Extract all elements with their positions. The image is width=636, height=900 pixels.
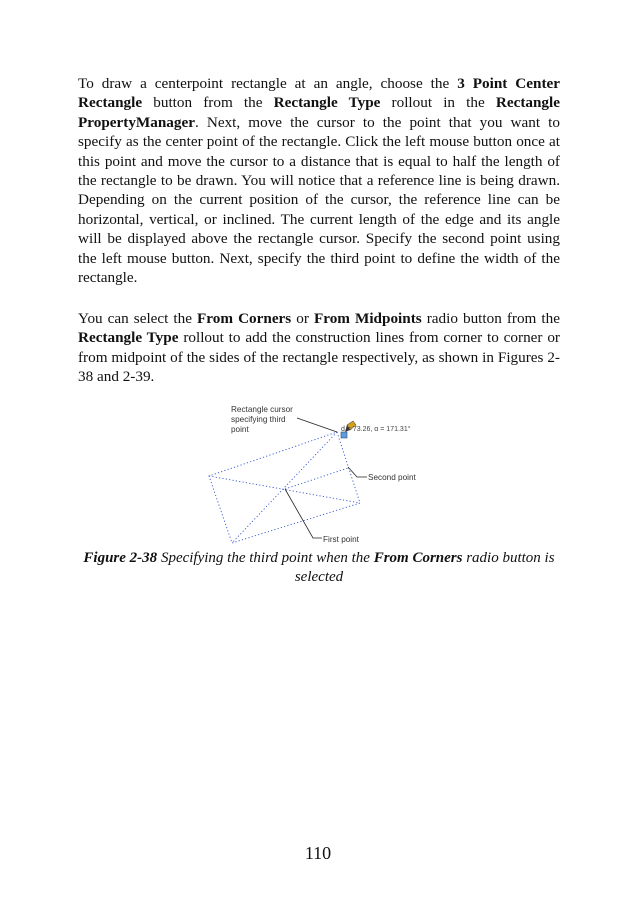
p2-bold-rectangle-type: Rectangle Type [78, 329, 179, 347]
leader-line-first [285, 489, 322, 538]
diagonal-line-1 [209, 476, 360, 503]
callout-cursor-line-3: point [231, 425, 249, 434]
p1-bold-rectangle-propertymanager: Rectangle PropertyManager [78, 94, 560, 131]
callout-first-point: First point [323, 535, 359, 544]
caption-text-2: radio button is selected [294, 550, 555, 585]
figure-caption [78, 549, 560, 587]
callout-cursor-line-2: specifying third [231, 415, 286, 424]
p1-bold-rectangle-type: Rectangle Type [273, 94, 381, 112]
leader-line-second [348, 467, 367, 477]
callout-cursor-line-1: Rectangle cursor [231, 405, 293, 414]
p1-text-2: button from the [142, 94, 274, 112]
paragraph-centerpoint-rectangle [78, 74, 560, 287]
p1-bold-3-point-center-rectangle: 3 Point Center Rectangle [78, 75, 560, 112]
caption-figure-number: Figure 2-38 [83, 550, 158, 566]
caption-bold-from-corners: From Corners [373, 550, 463, 566]
p1-text-3: rollout in the [380, 94, 496, 112]
figure-drawing [200, 395, 450, 550]
p2-bold-from-corners: From Corners [197, 310, 292, 327]
paragraph-construction-lines [78, 309, 560, 387]
p1-text-4: . Next, move the cursor to the point that you want to specify as the center point of the rectangle. Click the left mouse button once at this point and move the cursor to a distance that is equal to half the length of the rectangle to be drawn. You will notice that a reference line is being drawn. Depending on the current position of the cursor, the reference line can be horizontal, vertical, or inclined. The current length of the edge and its angle will be displayed above the rectangle cursor. Specify the second point using the left mouse button. Next, specify the third point to define the width of the rectangle. [78, 113, 560, 287]
callout-second-point: Second point [368, 473, 416, 482]
rectangle-outline [209, 432, 360, 543]
p2-text-2: or [291, 310, 314, 327]
p2-text-4: rollout to add the construction lines from corner to corner or from midpoint of the sides of the rectangle respectively, as shown in Figures 2-38 and 2-39. [78, 329, 560, 386]
leader-line-cursor [297, 418, 337, 432]
caption-text-1: Specifying the third point when the [157, 550, 374, 566]
figure-2-38 [200, 395, 450, 550]
p2-bold-from-midpoints: From Midpoints [313, 310, 422, 327]
dimension-readout: d = 73.26, α = 171.31° [341, 426, 411, 433]
reference-line [285, 468, 348, 489]
page-number: 110 [304, 843, 332, 863]
p2-text-1: You can select the [78, 310, 198, 327]
p2-text-3: radio button from the [421, 310, 560, 327]
p1-text-1: To draw a centerpoint rectangle at an angle, choose the [78, 75, 458, 92]
